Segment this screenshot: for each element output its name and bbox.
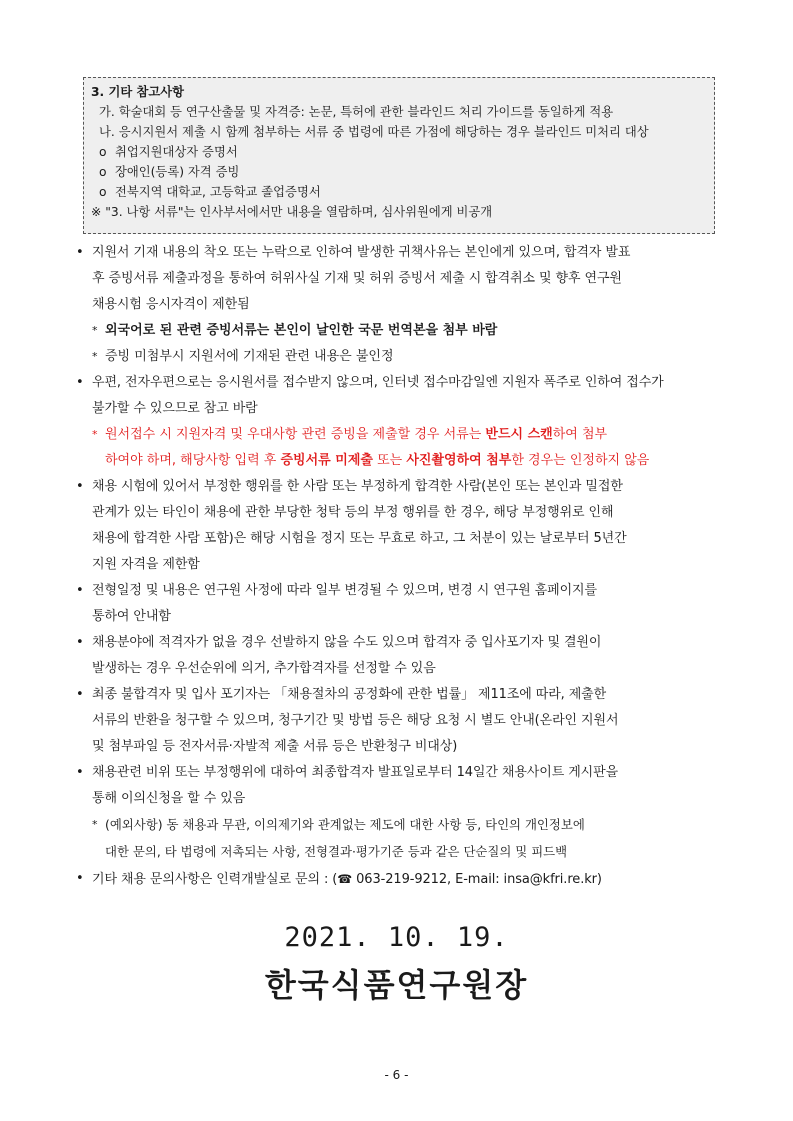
bullet-text: 기타 채용 문의사항은 인력개발실로 문의 : (☎ 063-219-9212, E-mail: insa@kfri.re.kr) (92, 872, 602, 887)
bullet-item (75, 760, 725, 812)
note-star: * (92, 428, 98, 441)
bullet-note (75, 344, 725, 370)
bullet-item (75, 474, 725, 578)
note-text: 외국어로 된 관련 증빙서류는 본인이 날인한 국문 번역본을 첨부 바람 (105, 323, 498, 338)
bullet-text: 채용분야에 적격자가 없을 경우 선발하지 않을 수도 있으며 합격자 중 입사포기자 및 결원이 발생하는 경우 우선순위에 의거, 추가합격자를 선정할 수 있음 (92, 635, 602, 676)
o-marker: o (99, 145, 107, 159)
notice-title: 3. 기타 참고사항 (91, 85, 185, 99)
organization-signature: 한국식품연구원장 (264, 966, 529, 1004)
o-marker: o (99, 185, 107, 199)
bullet-item (75, 630, 725, 682)
bullet-dot: • (76, 245, 84, 260)
notice-item: o 장애인(등록) 자격 증빙 (91, 162, 707, 182)
note-text: (예외사항) 동 채용과 무관, 이의제기와 관계없는 제도에 대한 사항 등, 타인의 개인정보에 대한 문의, 타 법령에 저촉되는 사항, 전형결과·평가기준 등과 같은 단순질의 및 피드백 (105, 817, 585, 859)
bullet-dot: • (76, 871, 84, 886)
page-number: - 6 - (384, 1068, 409, 1082)
note-star: * (92, 324, 98, 337)
o-marker: o (99, 165, 107, 179)
bullet-text: 채용관련 비위 또는 부정행위에 대하여 최종합격자 발표일로부터 14일간 채용사이트 게시판을 통해 이의신청을 할 수 있음 (92, 765, 619, 806)
bullet-text: 채용 시험에 있어서 부정한 행위를 한 사람 또는 부정하게 합격한 사람(본인 또는 본인과 밀접한 관계가 있는 타인이 채용에 관한 부당한 청탁 등의 부정 행위를 한 경우, 해당 부정행위로 인해 채용에 합격한 사람 포함)은 해당 시험을 정지 또는 무효로 하고, 그 처분이 있는 날로부터 5년간 지원 자격을 제한함 (92, 479, 627, 572)
bullet-note (75, 812, 725, 866)
notice-item: o 취업지원대상자 증명서 (91, 142, 707, 162)
bullet-text: 지원서 기재 내용의 착오 또는 누락으로 인하여 발생한 귀책사유는 본인에게 있으며, 합격자 발표 후 증빙서류 제출과정을 통하여 허위사실 기재 및 허위 증빙서 제출 시 합격취소 및 향후 연구원 채용시험 응시자격이 제한됨 (92, 245, 631, 312)
bullet-note (75, 318, 725, 344)
bullet-dot: • (76, 479, 84, 494)
bullet-dot: • (76, 687, 84, 702)
bullet-dot: • (76, 765, 84, 780)
bullet-item (75, 866, 725, 893)
bullet-item (75, 370, 725, 422)
notice-footnote: ※ "3. 나항 서류"는 인사부서에서만 내용을 열람하며, 심사위원에게 비공개 (91, 205, 493, 219)
bullet-item (75, 240, 725, 318)
bullet-item (75, 578, 725, 630)
bullet-dot: • (76, 583, 84, 598)
notice-bullet-list (75, 240, 725, 893)
note-text: 증빙 미첨부시 지원서에 기재된 관련 내용은 불인정 (105, 349, 394, 364)
notice-item: o 전북지역 대학교, 고등학교 졸업증명서 (91, 182, 707, 202)
bullet-dot: • (76, 635, 84, 650)
note-star: * (92, 350, 98, 363)
bullet-item (75, 682, 725, 760)
notice-line-ga: 가. 학술대회 등 연구산출물 및 자격증: 논문, 특허에 관한 블라인드 처리 가이드를 동일하게 적용 (99, 105, 614, 119)
reference-notice-box (83, 77, 715, 234)
bullet-dot: • (76, 375, 84, 390)
document-date: 2021. 10. 19. (284, 922, 509, 953)
notice-line-na: 나. 응시지원서 제출 시 함께 첨부하는 서류 중 법령에 따른 가점에 해당하는 경우 블라인드 미처리 대상 (99, 125, 649, 139)
bullet-note-warning (75, 422, 725, 474)
bullet-text: 우편, 전자우편으로는 응시원서를 접수받지 않으며, 인터넷 접수마감일엔 지원자 폭주로 인하여 접수가 불가할 수 있으므로 참고 바람 (92, 375, 664, 416)
phone-icon: ☎ (337, 872, 353, 886)
note-star: * (92, 818, 98, 831)
note-text: 원서접수 시 지원자격 및 우대사항 관련 증빙을 제출할 경우 서류는 반드시 스캔하여 첨부 하여야 하며, 해당사항 입력 후 증빙서류 미제출 또는 사진촬영하여 첨부한 경우는 인정하지 않음 (105, 427, 650, 468)
bullet-text: 최종 불합격자 및 입사 포기자는 「채용절차의 공정화에 관한 법률」 제11조에 따라, 제출한 서류의 반환을 청구할 수 있으며, 청구기간 및 방법 등은 해당 요청 시 별도 안내(온라인 지원서 및 첨부파일 등 전자서류·자발적 제출 서류 등은 반환청구 비대상) (92, 687, 619, 754)
bullet-text: 전형일정 및 내용은 연구원 사정에 따라 일부 변경될 수 있으며, 변경 시 연구원 홈페이지를 통하여 안내함 (92, 583, 597, 624)
